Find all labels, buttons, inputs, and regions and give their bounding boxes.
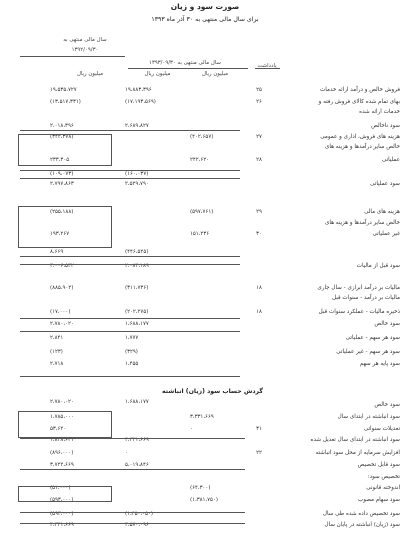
rule-retained-allocated bbox=[20, 512, 245, 513]
row-label: اندوخته قانونی bbox=[366, 485, 400, 491]
row-value-prior: ۲۳۳،۳۰۵ bbox=[50, 157, 70, 163]
row-label: سود (زیان) انباشته در پایان سال bbox=[324, 522, 400, 528]
row-label: افزایش سرمایه از محل سود انباشته bbox=[315, 450, 400, 456]
row-value-current: ۳،۳۳۱،۶۶۹ bbox=[125, 437, 149, 443]
row-note: ۲۸ bbox=[256, 157, 262, 163]
prior-header-rule bbox=[20, 56, 125, 57]
row-note: ۲۶ bbox=[256, 99, 262, 105]
row-note: ۳۱ bbox=[256, 426, 262, 432]
rule-gross-profit bbox=[20, 130, 240, 131]
row-value-prior: ۱۹،۵۳۵،۷۲۷ bbox=[50, 87, 77, 93]
row-value-current: (۳۱۱،۷۳۶) bbox=[125, 285, 149, 291]
notes-column-header: یادداشت bbox=[257, 63, 277, 69]
row-label: سود خالص bbox=[374, 321, 400, 327]
row-label: سود عملیاتی bbox=[370, 181, 400, 187]
row-label: مالیات بر درآمد - سنوات قبل bbox=[332, 295, 400, 301]
row-label: غیر عملیاتی bbox=[372, 231, 400, 237]
row-value-prior: ۱،۸۳۸،۶۲۱ bbox=[50, 437, 74, 443]
prior-period-label: سال مالی منتهی به bbox=[63, 37, 107, 43]
row-value-current: ۵،۰۱۹،۸۴۶ bbox=[125, 462, 149, 468]
row-value-current: ۰ bbox=[125, 450, 128, 456]
row-value-prior: ۵۳،۶۲۰ bbox=[50, 426, 67, 432]
unit-label-current-1: میلیون ریال bbox=[144, 71, 171, 77]
row-label: سود پایه هر سهم bbox=[359, 361, 400, 367]
row-label: سود تخصیص داده شده طی سال bbox=[322, 511, 400, 517]
rule-retained-final bbox=[20, 523, 245, 524]
row-label: سود قبل از مالیات bbox=[356, 263, 400, 269]
row-value-prior: (۳۴۲،۳۷۸) bbox=[50, 134, 74, 140]
row-label: سود ناخالص bbox=[371, 123, 400, 129]
prior-period-date: ۱۳۹۲/۰۹/۳۰ bbox=[71, 47, 99, 53]
row-value-current: ۲،۰۸۳،۱۸۹ bbox=[125, 263, 149, 269]
retained-box-1 bbox=[18, 411, 112, 438]
row-note: ۲۲ bbox=[256, 450, 262, 456]
row-note: ۳۰ bbox=[256, 231, 262, 237]
row-value-prior: (۸۹۶،۰۰۰) bbox=[50, 450, 74, 456]
row-label: مالیات بر درآمد ابرازی - سال جاری bbox=[317, 285, 400, 291]
unit-label-current-2: میلیون ریال bbox=[201, 71, 229, 77]
retained-box-2 bbox=[18, 486, 112, 502]
row-value-prior: ۱۹۳،۲۶۷ bbox=[50, 231, 70, 237]
row-value-prior: (۵۹۳،۰۰۰) bbox=[50, 497, 74, 503]
row-value-current: (۱۷،۱۹۳،۵۶۹) bbox=[125, 99, 156, 105]
row-label: تخصیص سود: bbox=[367, 474, 400, 480]
row-value-prior: ۳،۰۰۶،۵۳۲ bbox=[50, 263, 74, 269]
row-value-prior: ۲،۷۸۰،۰۲۰ bbox=[50, 321, 74, 327]
row-value-current: ۱،۶۸۸،۱۷۷ bbox=[125, 321, 149, 327]
row-label: سود انباشته در ابتدای سال bbox=[337, 414, 400, 420]
row-value-prior: ۲،۸۴۱ bbox=[50, 335, 64, 341]
row-value-prior: (۸۸۵،۹۰۲) bbox=[50, 285, 74, 291]
row-value-prior: (۱۳،۵۱۷،۳۳۱) bbox=[50, 99, 81, 105]
row-value-prior: ۳،۷۲۲،۶۶۹ bbox=[50, 462, 74, 468]
row-value-prior: ۲،۷۱۸ bbox=[50, 361, 64, 367]
row-value-prior: (۱۷،۰۰۰) bbox=[50, 309, 71, 315]
row-label: خدمات ارائه شده bbox=[359, 109, 400, 115]
page-title: صورت سود و زیان bbox=[170, 2, 240, 11]
row-label: سود هر سهم - عملیاتی bbox=[345, 335, 400, 341]
row-label: سود خالص bbox=[374, 402, 400, 408]
row-value-prior: (۱۲۳) bbox=[50, 349, 63, 355]
current-header-rule bbox=[128, 68, 248, 69]
rule-financial bbox=[20, 256, 240, 257]
row-value-current: ۱،۴۵۵ bbox=[125, 361, 139, 367]
row-value-prior: (۱۰۹،۰۷۳) bbox=[50, 171, 74, 177]
row-value-current-inner: (۵۹۷،۷۶۱) bbox=[190, 209, 214, 215]
notes-header-rule bbox=[255, 68, 280, 69]
row-label: تعدیلات سنواتی bbox=[363, 426, 400, 432]
row-value-prior: ۳،۳۳۱،۶۶۹ bbox=[50, 522, 74, 528]
row-value-current-inner: ۰ bbox=[190, 426, 193, 432]
row-note: ۲۵ bbox=[256, 87, 262, 93]
row-label: سود سهام مصوب bbox=[357, 497, 400, 503]
row-label: سود قابل تخصیص bbox=[357, 462, 400, 468]
row-value-current: (۱۶۰،۰۳۷) bbox=[125, 171, 149, 177]
row-value-prior: ۱،۷۸۵،۰۰۰ bbox=[50, 414, 74, 420]
row-value-current: ۲،۵۲۹،۷۹۰ bbox=[125, 181, 149, 187]
row-label: عملیاتی bbox=[381, 157, 400, 163]
row-value-current-inner: ۳،۳۳۱،۶۶۹ bbox=[190, 414, 214, 420]
row-value-current: (۲۰۲،۲۷۵) bbox=[125, 309, 149, 315]
row-label: هزینه های فروش، اداری و عمومی bbox=[320, 134, 400, 140]
rule-pretax bbox=[20, 264, 240, 265]
row-value-prior: (۵۱،۰۰۰) bbox=[50, 485, 71, 491]
row-label: بهای تمام شده کالای فروش رفته و bbox=[318, 99, 400, 105]
page-subtitle: برای سال مالی منتهی به ۳۰ آذر ماه ۱۳۹۳ bbox=[151, 16, 259, 23]
row-value-prior: ۸،۶۶۹ bbox=[50, 249, 64, 255]
row-note: ۱۸ bbox=[256, 309, 262, 315]
row-label: خالص سایر درآمدها و هزینه های bbox=[325, 220, 400, 226]
row-note: ۱۸ bbox=[256, 285, 262, 291]
row-value-current-inner: (۴۰۲،۶۵۷) bbox=[190, 134, 214, 140]
row-value-current-inner: (۱،۳۸۱،۷۵۰) bbox=[190, 497, 218, 503]
row-label: هزینه های مالی bbox=[364, 209, 400, 215]
row-value-current: ۱۹،۸۸۳،۳۹۶ bbox=[125, 87, 152, 93]
current-period-label: سال مالی منتهی به ۱۳۹۳/۰۹/۳۰ bbox=[149, 60, 221, 66]
row-value-current: ۲،۶۸۹،۸۲۷ bbox=[125, 123, 149, 129]
unit-label-prior: میلیون ریال bbox=[76, 71, 104, 77]
row-label: ذخیره مالیات - عملکرد سنوات قبل bbox=[318, 309, 400, 315]
row-value-current: (۳۲۹) bbox=[125, 349, 138, 355]
row-note: ۲۹ bbox=[256, 209, 262, 215]
row-note: ۲۷ bbox=[256, 134, 262, 140]
rule-opex bbox=[20, 170, 240, 171]
income-box-1 bbox=[18, 134, 112, 166]
row-label: سود هر سهم - غیر عملیاتی bbox=[336, 349, 400, 355]
row-value-prior: (۲۵۵،۱۸۸) bbox=[50, 209, 74, 215]
income-box-2 bbox=[18, 206, 112, 248]
row-label: سود انباشته در ابتدای سال تعدیل شده bbox=[310, 437, 400, 443]
row-value-current-inner: ۱۵۱،۲۳۶ bbox=[190, 231, 210, 237]
row-value-prior: ۲،۰۱۸،۳۹۶ bbox=[50, 123, 74, 129]
row-label: فروش خالص و درآمد ارائه خدمات bbox=[319, 87, 400, 93]
rule-retained-allocable bbox=[20, 469, 245, 470]
rule-eps bbox=[20, 376, 240, 377]
row-value-current: (۱،۴۵۰،۰۵۰) bbox=[125, 511, 153, 517]
row-label: خالص سایر درآمدها و هزینه های bbox=[325, 144, 400, 150]
row-value-prior: ۲،۷۹۷،۸۶۳ bbox=[50, 181, 74, 187]
retained-earnings-title: گردش حساب سود (زیان) انباشته bbox=[161, 388, 263, 395]
row-value-current: ۱،۷۷۷ bbox=[125, 335, 139, 341]
retained-top-current: ۱،۶۸۸،۱۷۷ bbox=[125, 399, 149, 405]
retained-top-prior: ۲،۷۸۰،۰۲۰ bbox=[50, 399, 74, 405]
row-value-current-inner: (۶۴،۳۰۰) bbox=[190, 485, 211, 491]
rule-tax bbox=[20, 318, 240, 319]
rule-net-income bbox=[20, 331, 240, 332]
row-value-prior: (۵۹۳،۰۰۰) bbox=[50, 511, 74, 517]
row-value-current: ۳،۵۷۰،۰۹۶ bbox=[125, 522, 149, 528]
rule-operating-income bbox=[20, 178, 240, 179]
row-value-current: (۴۴۶،۵۲۵) bbox=[125, 249, 149, 255]
rule-retained-adjusted bbox=[20, 438, 245, 439]
row-value-current-inner: ۲۴۲،۶۲۰ bbox=[190, 157, 210, 163]
